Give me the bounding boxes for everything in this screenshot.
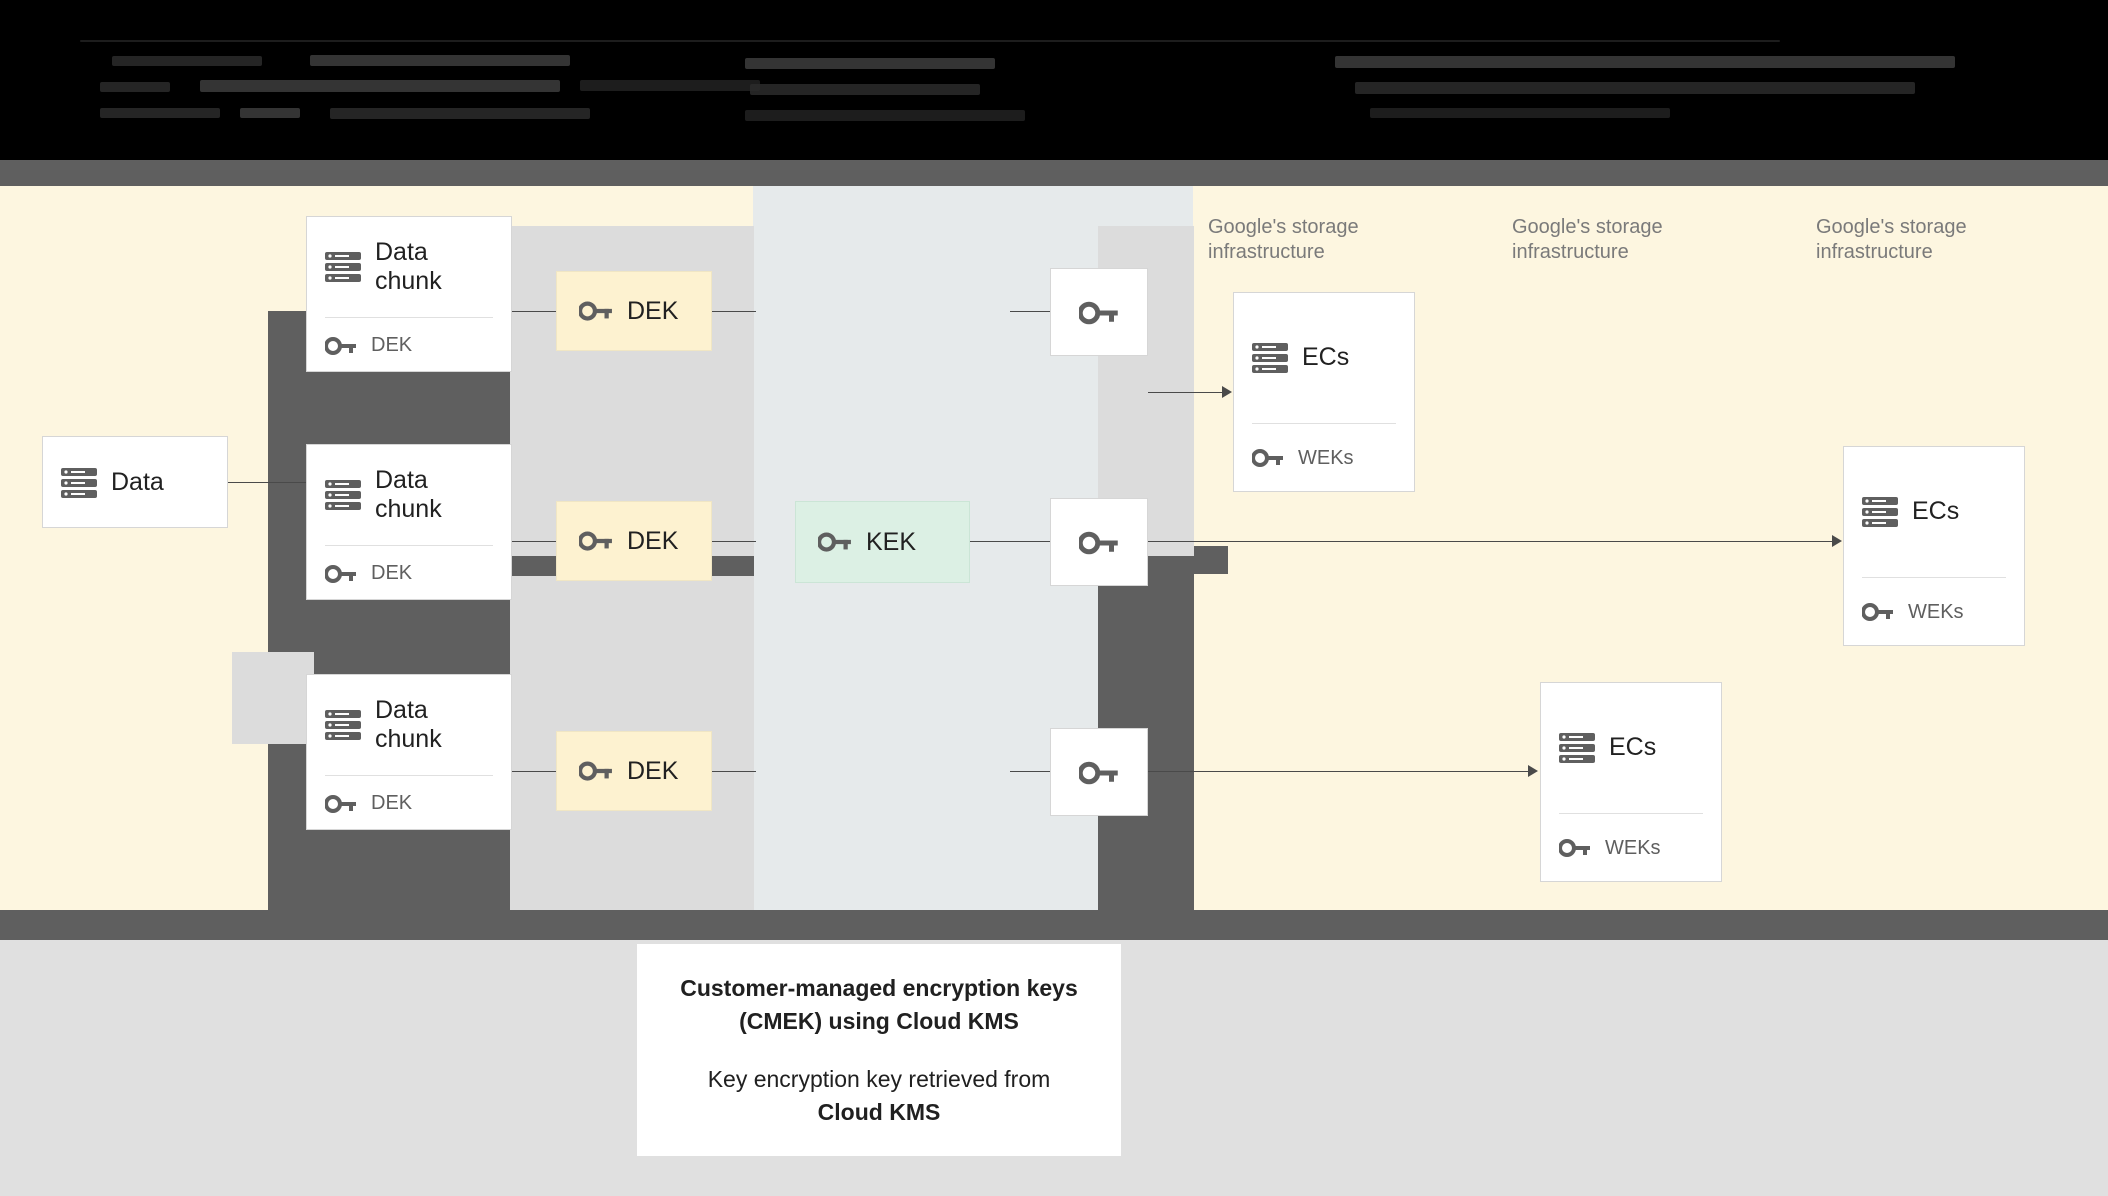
callout-body-line1: Key encryption key retrieved from — [707, 1066, 1051, 1093]
key-icon — [579, 300, 613, 322]
connector-chunk-dek — [512, 311, 556, 312]
connector-to-ec — [1148, 541, 1838, 542]
data-chunk-label: Data chunk — [375, 237, 442, 295]
dek-label: DEK — [627, 756, 679, 785]
ec-box — [1843, 446, 2025, 646]
server-stack-icon — [325, 709, 361, 741]
data-chunk-label: Data chunk — [375, 695, 442, 753]
top-grey-divider — [0, 160, 2108, 186]
dek-box — [556, 731, 712, 811]
obscured-text-line — [580, 80, 760, 91]
dek-label: DEK — [627, 296, 679, 325]
server-stack-icon — [1862, 496, 1898, 528]
ec-box-label: ECs — [1302, 343, 1350, 372]
data-chunk-box — [306, 674, 512, 830]
key-icon — [1862, 602, 1894, 622]
data-chunk-box — [306, 444, 512, 600]
dek-box — [556, 501, 712, 581]
server-stack-icon — [325, 479, 361, 511]
obscured-header-bar — [0, 0, 2108, 160]
callout-body-line2: Cloud KMS — [817, 1098, 941, 1125]
data-box — [42, 436, 228, 528]
obscured-text-line — [1335, 56, 1955, 68]
obscured-text-line — [240, 108, 300, 118]
ec-box-label: ECs — [1912, 497, 1960, 526]
dek-label: DEK — [627, 526, 679, 555]
server-stack-icon — [1559, 732, 1595, 764]
storage-infra-caption: Google's storage infrastructure — [1816, 216, 1967, 263]
callout-title-line2: (CMEK) using Cloud KMS — [739, 1007, 1019, 1034]
obscured-text-line — [1355, 82, 1915, 94]
obscured-text-line — [745, 58, 995, 69]
ec-box-weks-label: WEKs — [1605, 836, 1661, 859]
ec-box-label: ECs — [1609, 733, 1657, 762]
data-box-label: Data — [111, 468, 164, 497]
server-stack-icon — [325, 251, 361, 283]
wrapped-key-box — [1050, 498, 1148, 586]
obscured-text-line — [745, 110, 1025, 121]
connector-kek-wek — [1010, 311, 1052, 312]
connector-to-ec — [1148, 771, 1534, 772]
obscured-text-line — [1370, 108, 1670, 118]
obscured-text-line — [310, 55, 570, 66]
obscured-text-line — [100, 82, 170, 92]
callout-title-line1: Customer-managed encryption keys — [680, 975, 1078, 1001]
bottom-grey-divider — [0, 910, 2108, 940]
arrowhead-icon — [1222, 386, 1232, 398]
dek-box — [556, 271, 712, 351]
ec-box-weks-label: WEKs — [1908, 600, 1964, 623]
kek-label: KEK — [866, 527, 917, 556]
connector-chunk-dek — [512, 541, 556, 542]
data-chunk-label: Data chunk — [375, 465, 442, 523]
data-chunk-dek-label: DEK — [371, 562, 413, 584]
ec-box — [1540, 682, 1722, 882]
connector-chunk-dek — [512, 771, 556, 772]
ec-box — [1233, 292, 1415, 492]
wrapped-key-box — [1050, 728, 1148, 816]
connector-to-ec — [1148, 392, 1228, 393]
server-stack-icon — [1252, 342, 1288, 374]
key-icon — [1252, 448, 1284, 468]
kek-box — [795, 501, 970, 583]
obscured-text-line — [330, 108, 590, 119]
grey-row-fill — [232, 652, 314, 744]
wrapped-key-box — [1050, 268, 1148, 356]
key-icon — [579, 760, 613, 782]
data-chunk-box — [306, 216, 512, 372]
cmek-callout — [637, 944, 1121, 1156]
obscured-rule — [80, 40, 1780, 42]
key-icon — [325, 564, 357, 584]
key-icon — [1079, 530, 1119, 556]
connector-dek-out — [712, 311, 756, 312]
connector-dek-out — [712, 771, 756, 772]
obscured-text-line — [100, 108, 220, 118]
data-chunk-dek-label: DEK — [371, 334, 413, 356]
ec-box-weks-label: WEKs — [1298, 446, 1354, 469]
key-icon — [579, 530, 613, 552]
server-stack-icon — [61, 467, 97, 499]
connector-kek-wek — [1010, 771, 1052, 772]
obscured-text-line — [750, 84, 980, 95]
key-icon — [818, 531, 852, 553]
obscured-text-line — [200, 80, 560, 92]
connector-dek-out — [712, 541, 756, 542]
key-icon — [1079, 300, 1119, 326]
storage-infra-caption: Google's storage infrastructure — [1512, 216, 1663, 263]
data-chunk-dek-label: DEK — [371, 792, 413, 814]
connector-kek-wek — [970, 541, 1052, 542]
encryption-flow-diagram — [0, 186, 2108, 910]
key-icon — [1559, 838, 1591, 858]
key-icon — [1079, 760, 1119, 786]
obscured-text-line — [112, 56, 262, 66]
arrowhead-icon — [1832, 535, 1842, 547]
key-icon — [325, 794, 357, 814]
connector-data-to-chunks — [228, 482, 308, 483]
arrowhead-icon — [1528, 765, 1538, 777]
key-icon — [325, 336, 357, 356]
storage-infra-caption: Google's storage infrastructure — [1208, 216, 1359, 263]
